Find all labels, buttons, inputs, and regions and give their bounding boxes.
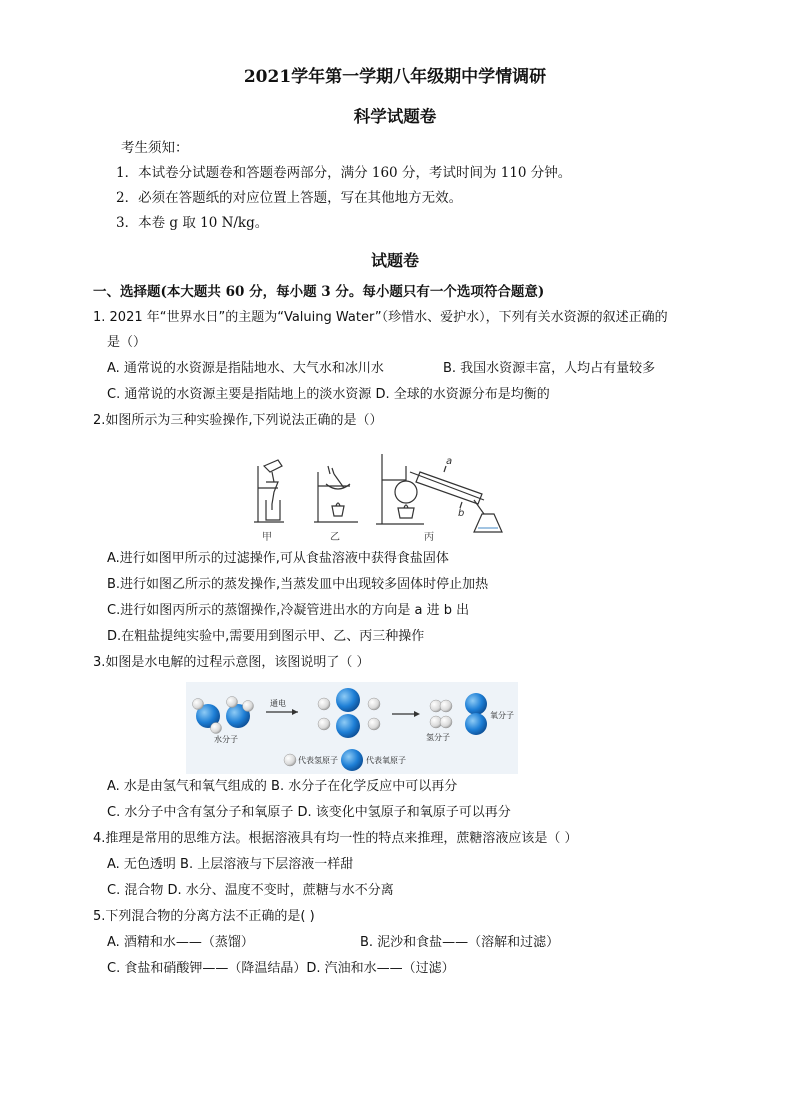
q3-option-cd: C. 水分子中含有氢分子和氧原子 D. 该变化中氢原子和氧原子可以再分 xyxy=(107,805,511,820)
part-heading: 一、选择题(本大题共 60 分，每小题 3 分。每小题只有一个选项符合题意) xyxy=(93,284,545,300)
q5-stem: 5.下列混合物的分离方法不正确的是( ) xyxy=(93,909,315,924)
q3-legend-h-label: 代表氢原子 xyxy=(298,756,338,765)
q2-option-b: B.进行如图乙所示的蒸发操作,当蒸发皿中出现较多固体时停止加热 xyxy=(107,577,489,592)
q2-label-b: b xyxy=(458,508,465,519)
exam-subtitle: 科学试题卷 xyxy=(353,107,437,126)
q2-label-jia: 甲 xyxy=(262,532,272,543)
q1-stem-line2: 是（） xyxy=(107,335,147,350)
q2-apparatus-figure xyxy=(248,444,520,544)
q3-water-label: 水分子 xyxy=(214,735,238,744)
q1-option-cd: C. 通常说的水资源主要是指陆地上的淡水资源 D. 全球的水资源分布是均衡的 xyxy=(107,387,550,402)
q1-stem-line1: 1. 2021 年“世界水日”的主题为“Valuing Water”（珍惜水、爱护水），下列有关水资源的叙述正确的 xyxy=(93,310,668,325)
notice-heading: 考生须知： xyxy=(121,140,189,156)
q3-oxygen-label: 氧分子 xyxy=(490,711,514,720)
q2-option-c: C.进行如图丙所示的蒸馏操作,冷凝管进出水的方向是 a 进 b 出 xyxy=(107,603,470,618)
legend-hydrogen-atom xyxy=(284,754,296,766)
exam-title: 2021学年第一学期八年级期中学情调研 xyxy=(243,67,547,87)
filtration-apparatus xyxy=(254,460,284,522)
distillation-apparatus xyxy=(376,454,502,532)
q3-legend-o-label: 代表氧原子 xyxy=(366,756,406,765)
evaporation-apparatus xyxy=(314,466,358,522)
q2-option-a: A.进行如图甲所示的过滤操作,可从食盐溶液中获得食盐固体 xyxy=(107,551,449,566)
q5-option-a: A. 酒精和水——（蒸馏） xyxy=(107,935,254,950)
q3-stem: 3.如图是水电解的过程示意图，该图说明了（ ） xyxy=(93,655,370,670)
q3-hydrogen-label: 氢分子 xyxy=(426,733,450,742)
legend-oxygen-atom xyxy=(341,749,363,771)
notice-item-3: 3．本卷 g 取 10 N/kg。 xyxy=(116,215,269,231)
q2-label-bing: 丙 xyxy=(424,532,434,543)
q3-electrolysis-figure xyxy=(186,682,518,774)
q4-stem: 4.推理是常用的思维方法。根据溶液具有均一性的特点来推理，蔗糖溶液应该是（ ） xyxy=(93,831,578,846)
q2-label-a: a xyxy=(446,456,453,467)
q2-option-d: D.在粗盐提纯实验中,需要用到图示甲、乙、丙三种操作 xyxy=(107,629,425,644)
q5-option-b: B. 泥沙和食盐——（溶解和过滤） xyxy=(360,935,560,950)
notice-item-2: 2．必须在答题纸的对应位置上答题，写在其他地方无效。 xyxy=(116,190,463,206)
section-title: 试题卷 xyxy=(370,251,419,270)
q4-option-ab: A. 无色透明 B. 上层溶液与下层溶液一样甜 xyxy=(107,857,354,872)
q2-label-yi: 乙 xyxy=(330,532,340,543)
q1-option-b: B. 我国水资源丰富，人均占有量较多 xyxy=(443,361,656,376)
q4-option-cd: C. 混合物 D. 水分、温度不变时，蔗糖与水不分离 xyxy=(107,883,394,898)
q3-option-ab: A. 水是由氢气和氧气组成的 B. 水分子在化学反应中可以再分 xyxy=(107,779,458,794)
q5-option-cd: C. 食盐和硝酸钾——（降温结晶）D. 汽油和水——（过滤） xyxy=(107,961,455,976)
q3-arrow-label: 通电 xyxy=(270,699,286,708)
q1-option-a: A. 通常说的水资源是指陆地水、大气水和冰川水 xyxy=(107,361,384,376)
notice-item-1: 1．本试卷分试题卷和答题卷两部分，满分 160 分，考试时间为 110 分钟。 xyxy=(116,165,572,181)
q2-stem: 2.如图所示为三种实验操作,下列说法正确的是（） xyxy=(93,413,383,428)
